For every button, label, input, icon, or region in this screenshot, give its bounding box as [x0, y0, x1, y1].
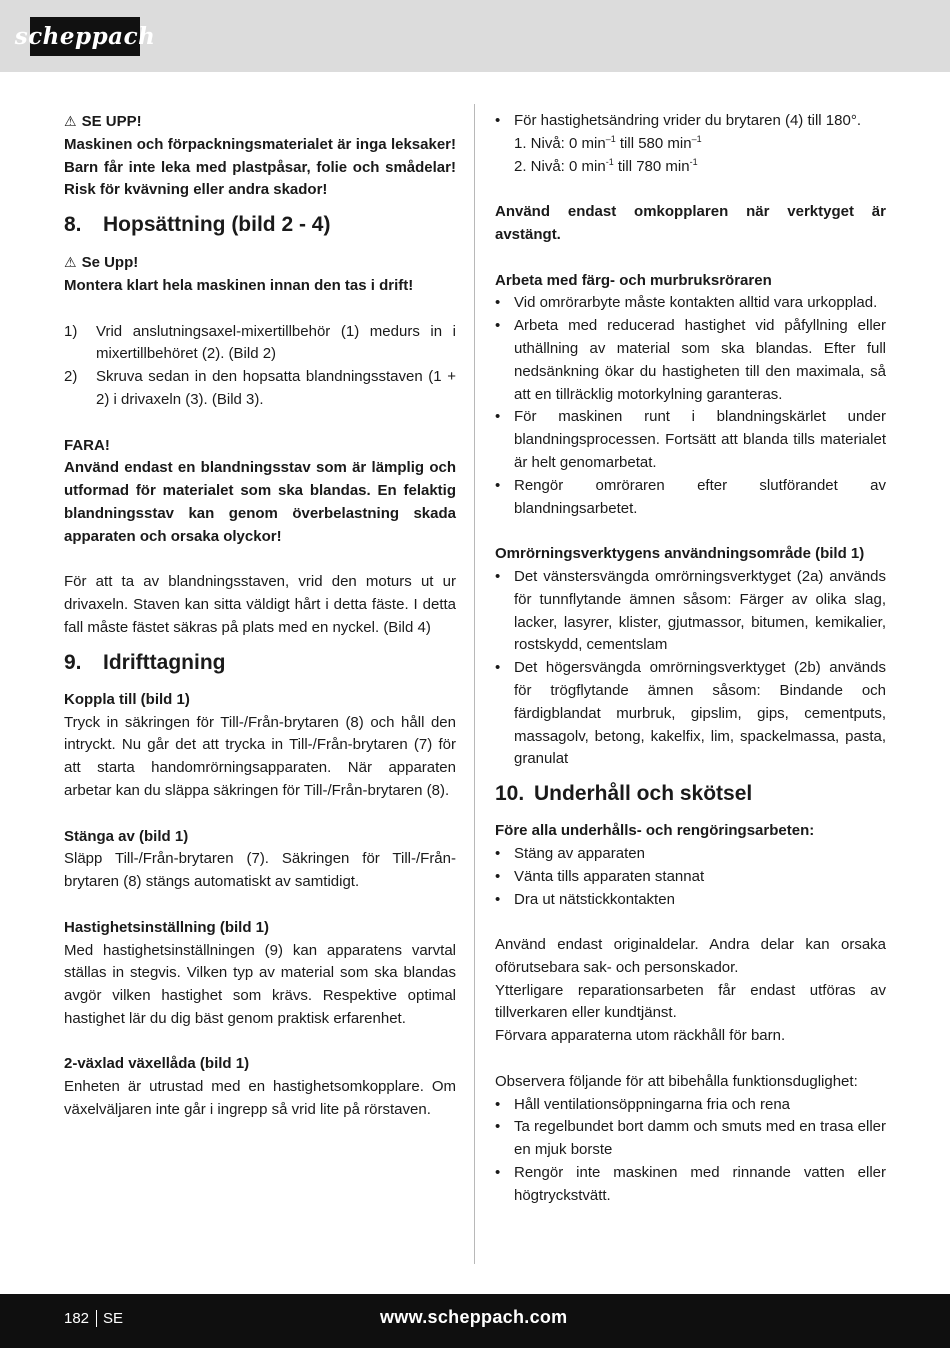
danger-heading: FARA!	[64, 436, 110, 454]
paragraph: Med hastighetsinställningen (9) kan apparatens varvtal ställas in stegvis. Vilken typ av material som ska blandas avgör vilken hastighet som krävs. Respektive optimal hastighet lär du dig bäst genom praktisk erfarenhet.	[64, 941, 456, 1027]
paragraph: Använd endast originaldelar. Andra delar kan orsaka oförutsebara sak- och personskador.	[495, 936, 886, 976]
website-link[interactable]: www.scheppach.com	[380, 1307, 568, 1327]
column-divider	[474, 104, 475, 1264]
speed-level-2: 2. Nivå: 0 $\min^{-1}$ till 780 $\min^{-1}$	[514, 156, 698, 175]
maintenance-list	[495, 843, 886, 911]
left-column	[64, 110, 456, 1122]
section-heading-10: 10. Underhåll och skötsel	[495, 782, 753, 806]
list-item: • Rengör omröraren efter slutförandet av blandningsarbetet.	[495, 476, 886, 517]
subheading: Före alla underhålls- och rengöringsarbeten:	[495, 822, 815, 840]
list-item: • För hastighetsändring vrider du brytaren (4) till 180°.	[495, 112, 861, 129]
list-item: • Håll ventilationsöppningarna fria och rena	[495, 1095, 791, 1113]
page-number: 182	[64, 1310, 90, 1327]
list-item: • Vänta tills apparaten stannat	[495, 867, 705, 885]
paragraph: Observera följande för att bibehålla funktionsduglighet:	[495, 1072, 858, 1090]
footer-bar	[0, 1294, 950, 1348]
list-item: • Det högersvängda omrörningsverktyget (2b) används för trögflytande ämnen såsom: Bindande och färdigblandat murbruk, gipslim, gips, cementputs, massagolv, betong, kakelfix, lim, spackelmassa, pasta, granulat	[495, 659, 886, 768]
language-code: SE	[103, 1310, 124, 1327]
footer-divider	[96, 1310, 97, 1327]
caution-text: Montera klart hela maskinen innan den tas i drift!	[64, 276, 414, 294]
paragraph: Enheten är utrustad med en hastighetsomkopplare. Om växelväljaren inte går i ingrepp så vrid lite på rörstaven.	[64, 1078, 456, 1119]
subheading: Stänga av (bild 1)	[64, 827, 189, 845]
list-item: 1) Vrid anslutningsaxel-mixertillbehör (1) medurs in i mixertillbehöret (2). (Bild 2)	[64, 322, 456, 363]
list-item: • För maskinen runt i blandningskärlet under blandningsprocessen. Fortsätt att blanda tills materialet är helt genomarbetat.	[495, 408, 886, 471]
functionality-list	[495, 1094, 886, 1208]
list-item: • Dra ut nätstickkontakten	[495, 890, 675, 908]
header-bar	[0, 0, 950, 72]
paragraph: Förvara apparaterna utom räckhåll för barn.	[495, 1027, 786, 1045]
warning-text: Maskinen och förpackningsmaterialet är inga leksaker! Barn får inte leka med plastpåsar, folie och smådelar! Risk för kvävning eller andra skador!	[64, 135, 456, 199]
warning-triangle-icon: ⚠	[64, 113, 77, 129]
warning-heading: ⚠ SE UPP!	[64, 110, 456, 134]
list-item: • Ta regelbundet bort damm och smuts med en trasa eller en mjuk borste	[495, 1118, 886, 1159]
list-item: • Arbeta med reducerad hastighet vid påfyllning eller uthällning av material som ska blandas. Efter full nedsänkning ökar du hastigheten till den maximala, så att en tillräcklig motorkylning garanteras.	[495, 317, 886, 403]
warning-triangle-icon: ⚠	[64, 254, 77, 271]
paragraph: Ytterligare reparationsarbeten får endast utföras av tillverkaren eller kundtjänst.	[495, 981, 886, 1022]
subheading: Hastighetsinställning (bild 1)	[64, 918, 270, 936]
speed-list	[495, 110, 886, 133]
right-column	[495, 110, 886, 1208]
paragraph: Släpp Till-/Från-brytaren (7). Säkringen för Till-/Från-brytaren (8) stängs automatiskt av samtidigt.	[64, 850, 456, 891]
assembly-steps	[64, 321, 456, 412]
section-heading-8: 8. Hopsättning (bild 2 - 4)	[64, 213, 331, 237]
mixer-list	[495, 292, 886, 520]
section-heading-9: 9. Idrifttagning	[64, 650, 226, 674]
subheading: Koppla till (bild 1)	[64, 690, 190, 708]
subheading: Arbeta med färg- och murbruksröraren	[495, 271, 772, 289]
list-item: • Rengör inte maskinen med rinnande vatten eller högtryckstvätt.	[495, 1164, 886, 1204]
speed-level-1: 1. Nivå: 0 $\min^{-1}$ till 580 $\min^{-1}$	[514, 133, 702, 152]
list-item: • Stäng av apparaten	[495, 844, 645, 862]
tools-list	[495, 566, 886, 771]
caution-heading: ⚠ Se Upp!	[64, 251, 456, 275]
subheading: 2-växlad växellåda (bild 1)	[64, 1055, 250, 1073]
scheppach-logo: scheppach	[30, 17, 140, 56]
paragraph: Tryck in säkringen för Till-/Från-brytaren (8) och håll den intryckt. Nu går det att trycka in Till-/Från-brytaren (7) för att starta handomrörningsapparaten. När apparaten arbetar kan du släppa säkringen för Till-/Från-brytaren (8).	[64, 713, 456, 799]
paragraph: För att ta av blandningsstaven, vrid den moturs ut ur drivaxeln. Staven kan sitta väldigt hårt i detta fäste. I detta fall måste fästet säkras på plats med en nyckel. (Bild 4)	[64, 573, 456, 636]
switch-note: Använd endast omkopplaren när verktyget är avstängt.	[495, 203, 886, 243]
list-item: • Vid omrörarbyte måste kontakten alltid vara urkopplad.	[495, 294, 878, 312]
subheading: Omrörningsverktygens användningsområde (bild 1)	[495, 545, 865, 563]
list-item: 2) Skruva sedan in den hopsatta blandningsstaven (1 + 2) i drivaxeln (3). (Bild 3).	[64, 368, 456, 408]
list-item: • Det vänstersvängda omrörningsverktyget (2a) används för tunnflytande ämnen såsom: Färger av olika slag, lacker, lasyrer, klister, gjutmassor, bitumen, kemikalier, rostskydd, cementslam	[495, 567, 886, 654]
danger-text: Använd endast en blandningsstav som är lämplig och utformad för materialet som ska blandas. En felaktig blandningsstav kan genom överbelastning skada apparaten och orsaka olyckor!	[64, 459, 456, 545]
